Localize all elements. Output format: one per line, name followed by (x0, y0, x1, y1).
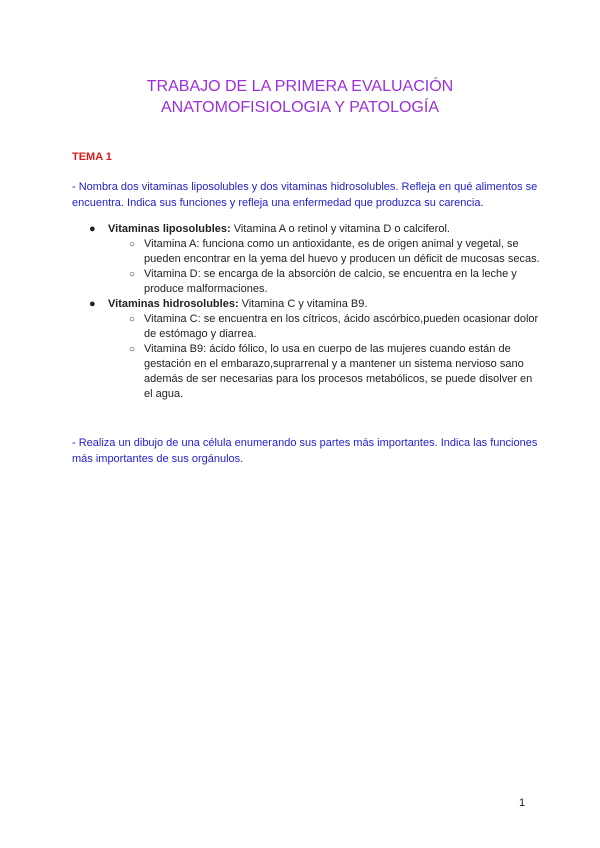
circle-bullet-icon: ○ (129, 314, 136, 325)
page-number: 1 (519, 797, 526, 809)
sub-item-vitamina-d (72, 267, 542, 297)
bullet-icon: ● (89, 298, 96, 310)
question-1: - Nombra dos vitaminas liposolubles y dos vitaminas hidrosolubles. Refleja en qué alimentos se encuentra. Indica sus funciones y refleja una enfermedad que produzca su carencia. (72, 181, 538, 209)
hidrosolubles-label: Vitaminas hidrosolubles: (108, 298, 239, 310)
sub-item-vitamina-a (72, 237, 542, 267)
sub-item-vitamina-c (72, 312, 542, 342)
question-2: - Realiza un dibujo de una célula enumerando sus partes más importantes. Indica las funciones más importantes de sus orgánulos. (72, 437, 538, 465)
sub-item-text: Vitamina A: funciona como un antioxidante, es de origen animal y vegetal, se pueden encontrar en la yema del huevo y producen un déficit de mucosas secas. (144, 238, 540, 265)
title-line-1: TRABAJO DE LA PRIMERA EVALUACIÓN (146, 78, 454, 95)
hidrosolubles-text: Vitamina C y vitamina B9. (238, 298, 368, 310)
circle-bullet-icon: ○ (129, 269, 136, 280)
circle-bullet-icon: ○ (129, 344, 136, 355)
liposolubles-text: Vitamina A o retinol y vitamina D o calciferol. (230, 223, 450, 235)
list-item-hidrosolubles (72, 297, 542, 312)
liposolubles-label: Vitaminas liposolubles: (108, 223, 231, 235)
section-heading: TEMA 1 (72, 151, 112, 163)
sub-item-vitamina-b9 (72, 342, 542, 402)
list-item-liposolubles (72, 222, 542, 237)
sub-item-text: Vitamina D: se encarga de la absorción de calcio, se encuentra en la leche y produce malformaciones. (144, 268, 517, 295)
vitamins-list (72, 222, 542, 402)
bullet-icon: ● (89, 223, 96, 235)
sub-item-text: Vitamina B9: ácido fólico, lo usa en cuerpo de las mujeres cuando están de gestación en el embarazo,suprarrenal y a mantener un sistema nervioso sano además de ser necesarias para los procesos metabólicos, se puede disolver en el agua. (144, 343, 533, 400)
circle-bullet-icon: ○ (129, 239, 136, 250)
sub-item-text: Vitamina C: se encuentra en los cítricos, ácido ascórbico,pueden ocasionar dolor de estómago y diarrea. (144, 313, 539, 340)
title-line-2: ANATOMOFISIOLOGIA Y PATOLOGÍA (160, 99, 439, 116)
